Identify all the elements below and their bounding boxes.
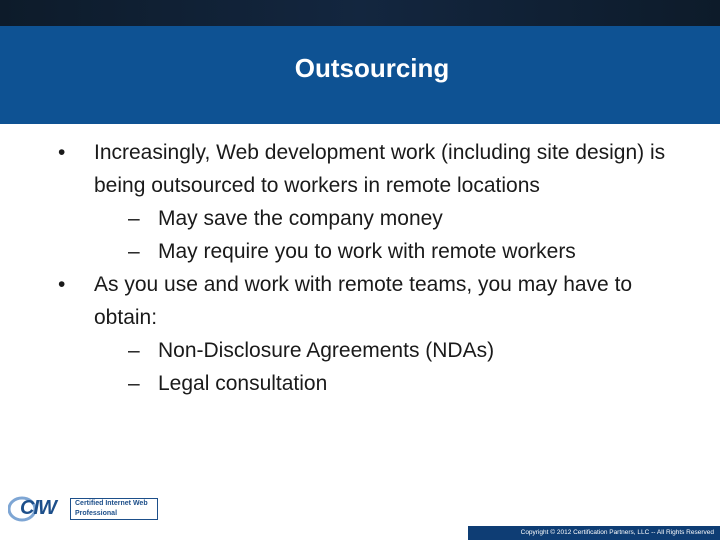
sub-bullet-1-2-text: May require you to work with remote workers <box>158 240 576 263</box>
sub-bullet-2-2 <box>58 367 698 400</box>
slide-body <box>58 136 698 400</box>
bullet-marker: • <box>58 141 66 164</box>
sub-bullet-1-1 <box>58 202 698 235</box>
copyright-bar <box>468 526 720 540</box>
sub-bullet-2-1-text: Non-Disclosure Agreements (NDAs) <box>158 339 495 362</box>
bullet-marker: • <box>58 273 66 296</box>
title-banner <box>0 26 720 124</box>
bullet-1-text: Increasingly, Web development work (including site design) is being outsourced to workers in remote locations <box>94 141 666 197</box>
sub-bullet-1-1-text: May save the company money <box>158 207 443 230</box>
slide-footer <box>0 496 720 540</box>
dash-marker: – <box>128 339 140 362</box>
bullet-1 <box>58 136 698 202</box>
top-dark-band <box>0 0 720 26</box>
sub-bullet-2-1 <box>58 334 698 367</box>
sub-bullet-2-2-text: Legal consultation <box>158 372 328 395</box>
ciw-logo <box>8 496 156 522</box>
copyright-text: Copyright © 2012 Certification Partners, LLC -- All Rights Reserved <box>520 529 714 536</box>
bullet-2 <box>58 268 698 334</box>
ciw-logo-text: CIW <box>20 497 56 519</box>
dash-marker: – <box>128 207 140 230</box>
dash-marker: – <box>128 240 140 263</box>
slide-title: Outsourcing <box>294 52 450 83</box>
bullet-2-text: As you use and work with remote teams, you may have to obtain: <box>94 273 633 329</box>
dash-marker: – <box>128 372 140 395</box>
sub-bullet-1-2 <box>58 235 698 268</box>
ciw-logo-tagline: Certified Internet Web Professional <box>70 498 158 520</box>
